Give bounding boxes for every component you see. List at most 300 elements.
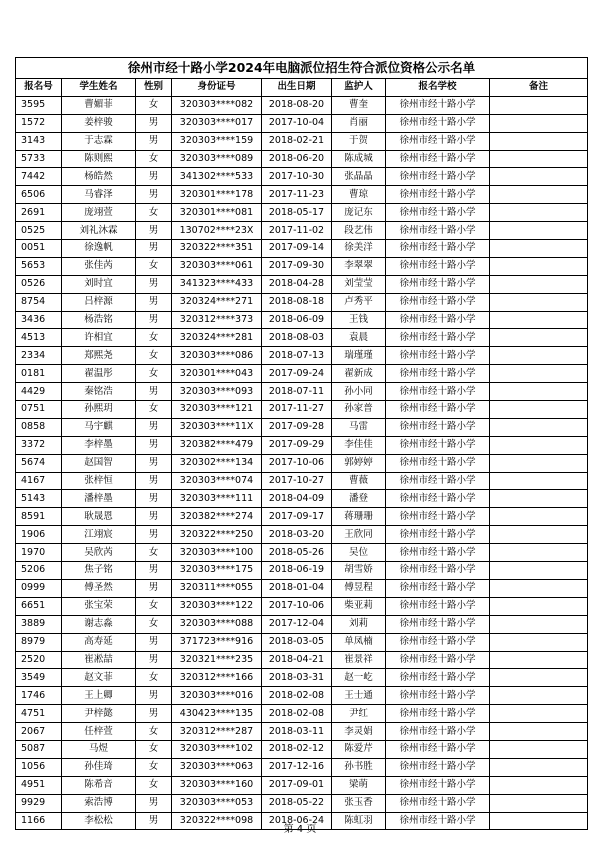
cell-school: 徐州市经十路小学 bbox=[386, 454, 490, 472]
cell-student-name: 吴欣芮 bbox=[62, 544, 136, 562]
cell-id-number: 320303****088 bbox=[172, 615, 262, 633]
cell-birth-date: 2018-04-09 bbox=[262, 490, 332, 508]
cell-gender: 男 bbox=[136, 490, 172, 508]
cell-birth-date: 2018-06-24 bbox=[262, 812, 332, 830]
cell-id-number: 430423****135 bbox=[172, 705, 262, 723]
cell-student-name: 傅圣然 bbox=[62, 579, 136, 597]
cell-remark bbox=[490, 257, 588, 275]
cell-gender: 女 bbox=[136, 257, 172, 275]
page-title: 徐州市经十路小学2024年电脑派位招生符合派位资格公示名单 bbox=[16, 58, 588, 79]
cell-birth-date: 2017-10-27 bbox=[262, 472, 332, 490]
cell-remark bbox=[490, 633, 588, 651]
cell-student-name: 王上卿 bbox=[62, 687, 136, 705]
cell-reg-no: 0051 bbox=[16, 240, 62, 258]
cell-reg-no: 1746 bbox=[16, 687, 62, 705]
cell-guardian: 潘登 bbox=[332, 490, 386, 508]
cell-reg-no: 6651 bbox=[16, 597, 62, 615]
cell-reg-no: 4751 bbox=[16, 705, 62, 723]
cell-reg-no: 5087 bbox=[16, 740, 62, 758]
cell-reg-no: 0751 bbox=[16, 401, 62, 419]
cell-remark bbox=[490, 293, 588, 311]
cell-reg-no: 4167 bbox=[16, 472, 62, 490]
header-gender: 性别 bbox=[136, 79, 172, 97]
cell-reg-no: 8754 bbox=[16, 293, 62, 311]
cell-school: 徐州市经十路小学 bbox=[386, 579, 490, 597]
cell-school: 徐州市经十路小学 bbox=[386, 436, 490, 454]
cell-birth-date: 2018-03-20 bbox=[262, 526, 332, 544]
cell-birth-date: 2018-06-09 bbox=[262, 311, 332, 329]
cell-id-number: 320311****055 bbox=[172, 579, 262, 597]
cell-gender: 女 bbox=[136, 401, 172, 419]
cell-reg-no: 0525 bbox=[16, 222, 62, 240]
cell-school: 徐州市经十路小学 bbox=[386, 508, 490, 526]
table-row bbox=[16, 186, 588, 204]
cell-id-number: 130702****23X bbox=[172, 222, 262, 240]
cell-school: 徐州市经十路小学 bbox=[386, 329, 490, 347]
cell-remark bbox=[490, 418, 588, 436]
cell-school: 徐州市经十路小学 bbox=[386, 758, 490, 776]
cell-guardian: 张玉香 bbox=[332, 794, 386, 812]
cell-guardian: 孙小同 bbox=[332, 383, 386, 401]
cell-birth-date: 2018-08-03 bbox=[262, 329, 332, 347]
cell-remark bbox=[490, 311, 588, 329]
cell-guardian: 曹奎 bbox=[332, 96, 386, 114]
table-row bbox=[16, 418, 588, 436]
cell-student-name: 刘时宜 bbox=[62, 275, 136, 293]
table-row bbox=[16, 794, 588, 812]
table-body bbox=[16, 96, 588, 830]
cell-remark bbox=[490, 687, 588, 705]
cell-id-number: 320303****016 bbox=[172, 687, 262, 705]
cell-birth-date: 2018-06-19 bbox=[262, 562, 332, 580]
cell-remark bbox=[490, 508, 588, 526]
cell-gender: 男 bbox=[136, 240, 172, 258]
cell-gender: 男 bbox=[136, 222, 172, 240]
cell-guardian: 李灵娟 bbox=[332, 723, 386, 741]
cell-school: 徐州市经十路小学 bbox=[386, 651, 490, 669]
cell-reg-no: 3436 bbox=[16, 311, 62, 329]
cell-student-name: 杨浩铭 bbox=[62, 311, 136, 329]
cell-reg-no: 3595 bbox=[16, 96, 62, 114]
cell-gender: 女 bbox=[136, 723, 172, 741]
cell-school: 徐州市经十路小学 bbox=[386, 544, 490, 562]
cell-reg-no: 2520 bbox=[16, 651, 62, 669]
cell-remark bbox=[490, 222, 588, 240]
header-id-number: 身份证号 bbox=[172, 79, 262, 97]
cell-gender: 男 bbox=[136, 705, 172, 723]
cell-reg-no: 1572 bbox=[16, 114, 62, 132]
cell-student-name: 张梓恒 bbox=[62, 472, 136, 490]
cell-gender: 女 bbox=[136, 597, 172, 615]
cell-reg-no: 5206 bbox=[16, 562, 62, 580]
cell-birth-date: 2018-03-31 bbox=[262, 669, 332, 687]
cell-birth-date: 2017-09-17 bbox=[262, 508, 332, 526]
table-row bbox=[16, 687, 588, 705]
cell-school: 徐州市经十路小学 bbox=[386, 222, 490, 240]
table-row bbox=[16, 132, 588, 150]
cell-remark bbox=[490, 454, 588, 472]
cell-birth-date: 2018-02-12 bbox=[262, 740, 332, 758]
cell-student-name: 崔凇喆 bbox=[62, 651, 136, 669]
cell-gender: 女 bbox=[136, 615, 172, 633]
cell-id-number: 320303****061 bbox=[172, 257, 262, 275]
cell-birth-date: 2018-05-26 bbox=[262, 544, 332, 562]
cell-gender: 女 bbox=[136, 150, 172, 168]
cell-gender: 男 bbox=[136, 794, 172, 812]
cell-student-name: 耿晟恩 bbox=[62, 508, 136, 526]
cell-gender: 女 bbox=[136, 669, 172, 687]
cell-remark bbox=[490, 490, 588, 508]
cell-guardian: 卢秀平 bbox=[332, 293, 386, 311]
cell-gender: 男 bbox=[136, 114, 172, 132]
cell-school: 徐州市经十路小学 bbox=[386, 472, 490, 490]
cell-student-name: 李松松 bbox=[62, 812, 136, 830]
cell-student-name: 马煜 bbox=[62, 740, 136, 758]
table-row bbox=[16, 472, 588, 490]
cell-id-number: 320303****089 bbox=[172, 150, 262, 168]
cell-remark bbox=[490, 562, 588, 580]
table-row bbox=[16, 383, 588, 401]
cell-school: 徐州市经十路小学 bbox=[386, 347, 490, 365]
cell-reg-no: 5143 bbox=[16, 490, 62, 508]
cell-reg-no: 8979 bbox=[16, 633, 62, 651]
cell-gender: 女 bbox=[136, 365, 172, 383]
page-number: 第 4 页 bbox=[283, 824, 317, 835]
cell-remark bbox=[490, 96, 588, 114]
cell-gender: 女 bbox=[136, 329, 172, 347]
cell-student-name: 潘梓墨 bbox=[62, 490, 136, 508]
cell-reg-no: 5733 bbox=[16, 150, 62, 168]
cell-id-number: 320324****271 bbox=[172, 293, 262, 311]
cell-school: 徐州市经十路小学 bbox=[386, 293, 490, 311]
cell-id-number: 320322****098 bbox=[172, 812, 262, 830]
cell-guardian: 尹红 bbox=[332, 705, 386, 723]
cell-reg-no: 1970 bbox=[16, 544, 62, 562]
cell-guardian: 曹琼 bbox=[332, 186, 386, 204]
table-row bbox=[16, 222, 588, 240]
header-school: 报名学校 bbox=[386, 79, 490, 97]
cell-gender: 男 bbox=[136, 687, 172, 705]
cell-remark bbox=[490, 204, 588, 222]
cell-guardian: 吴位 bbox=[332, 544, 386, 562]
cell-remark bbox=[490, 401, 588, 419]
cell-reg-no: 0999 bbox=[16, 579, 62, 597]
cell-school: 徐州市经十路小学 bbox=[386, 669, 490, 687]
cell-school: 徐州市经十路小学 bbox=[386, 812, 490, 830]
cell-school: 徐州市经十路小学 bbox=[386, 615, 490, 633]
roster-sheet bbox=[15, 57, 587, 830]
cell-student-name: 庞翊萱 bbox=[62, 204, 136, 222]
cell-school: 徐州市经十路小学 bbox=[386, 597, 490, 615]
cell-remark bbox=[490, 383, 588, 401]
cell-student-name: 焦子铭 bbox=[62, 562, 136, 580]
cell-school: 徐州市经十路小学 bbox=[386, 365, 490, 383]
cell-reg-no: 3372 bbox=[16, 436, 62, 454]
cell-student-name: 李梓墨 bbox=[62, 436, 136, 454]
cell-student-name: 杨皓然 bbox=[62, 168, 136, 186]
cell-reg-no: 4429 bbox=[16, 383, 62, 401]
cell-id-number: 320303****159 bbox=[172, 132, 262, 150]
cell-guardian: 肖丽 bbox=[332, 114, 386, 132]
cell-remark bbox=[490, 240, 588, 258]
cell-gender: 男 bbox=[136, 293, 172, 311]
cell-guardian: 陈虹羽 bbox=[332, 812, 386, 830]
cell-student-name: 索浩博 bbox=[62, 794, 136, 812]
table-row bbox=[16, 758, 588, 776]
cell-remark bbox=[490, 436, 588, 454]
cell-reg-no: 1906 bbox=[16, 526, 62, 544]
cell-remark bbox=[490, 150, 588, 168]
cell-remark bbox=[490, 758, 588, 776]
cell-reg-no: 2067 bbox=[16, 723, 62, 741]
cell-birth-date: 2018-08-20 bbox=[262, 96, 332, 114]
cell-reg-no: 1056 bbox=[16, 758, 62, 776]
table-row bbox=[16, 633, 588, 651]
cell-school: 徐州市经十路小学 bbox=[386, 186, 490, 204]
cell-school: 徐州市经十路小学 bbox=[386, 150, 490, 168]
cell-school: 徐州市经十路小学 bbox=[386, 562, 490, 580]
cell-student-name: 徐逸帆 bbox=[62, 240, 136, 258]
cell-reg-no: 0181 bbox=[16, 365, 62, 383]
cell-school: 徐州市经十路小学 bbox=[386, 401, 490, 419]
cell-reg-no: 0526 bbox=[16, 275, 62, 293]
cell-gender: 女 bbox=[136, 96, 172, 114]
cell-reg-no: 3889 bbox=[16, 615, 62, 633]
cell-remark bbox=[490, 651, 588, 669]
cell-school: 徐州市经十路小学 bbox=[386, 687, 490, 705]
cell-student-name: 马睿泽 bbox=[62, 186, 136, 204]
cell-remark bbox=[490, 526, 588, 544]
cell-gender: 男 bbox=[136, 508, 172, 526]
cell-student-name: 许相宜 bbox=[62, 329, 136, 347]
cell-student-name: 尹梓懿 bbox=[62, 705, 136, 723]
cell-id-number: 320324****281 bbox=[172, 329, 262, 347]
cell-id-number: 320303****175 bbox=[172, 562, 262, 580]
cell-id-number: 320303****160 bbox=[172, 776, 262, 794]
cell-guardian: 翟新成 bbox=[332, 365, 386, 383]
cell-birth-date: 2018-02-21 bbox=[262, 132, 332, 150]
cell-birth-date: 2017-10-30 bbox=[262, 168, 332, 186]
cell-guardian: 赵一屹 bbox=[332, 669, 386, 687]
cell-student-name: 任梓萱 bbox=[62, 723, 136, 741]
cell-id-number: 320321****235 bbox=[172, 651, 262, 669]
header-guardian: 监护人 bbox=[332, 79, 386, 97]
cell-guardian: 李佳佳 bbox=[332, 436, 386, 454]
cell-remark bbox=[490, 114, 588, 132]
cell-birth-date: 2017-11-23 bbox=[262, 186, 332, 204]
cell-student-name: 郑熙尧 bbox=[62, 347, 136, 365]
cell-school: 徐州市经十路小学 bbox=[386, 418, 490, 436]
cell-reg-no: 1166 bbox=[16, 812, 62, 830]
cell-guardian: 庞记东 bbox=[332, 204, 386, 222]
cell-remark bbox=[490, 776, 588, 794]
cell-guardian: 张晶晶 bbox=[332, 168, 386, 186]
cell-birth-date: 2018-02-08 bbox=[262, 705, 332, 723]
table-row bbox=[16, 740, 588, 758]
cell-gender: 男 bbox=[136, 454, 172, 472]
cell-birth-date: 2018-08-18 bbox=[262, 293, 332, 311]
cell-guardian: 单凤楠 bbox=[332, 633, 386, 651]
table-row bbox=[16, 365, 588, 383]
table-row bbox=[16, 508, 588, 526]
cell-student-name: 张宝荣 bbox=[62, 597, 136, 615]
cell-remark bbox=[490, 132, 588, 150]
cell-reg-no: 9929 bbox=[16, 794, 62, 812]
cell-guardian: 曹薇 bbox=[332, 472, 386, 490]
cell-student-name: 姜梓骏 bbox=[62, 114, 136, 132]
table-row bbox=[16, 436, 588, 454]
cell-remark bbox=[490, 579, 588, 597]
table-row bbox=[16, 311, 588, 329]
cell-gender: 女 bbox=[136, 758, 172, 776]
cell-id-number: 320322****351 bbox=[172, 240, 262, 258]
table-row bbox=[16, 669, 588, 687]
cell-reg-no: 6506 bbox=[16, 186, 62, 204]
cell-school: 徐州市经十路小学 bbox=[386, 204, 490, 222]
cell-school: 徐州市经十路小学 bbox=[386, 96, 490, 114]
cell-id-number: 320303****074 bbox=[172, 472, 262, 490]
cell-gender: 男 bbox=[136, 651, 172, 669]
cell-birth-date: 2017-09-14 bbox=[262, 240, 332, 258]
cell-remark bbox=[490, 329, 588, 347]
cell-reg-no: 8591 bbox=[16, 508, 62, 526]
cell-birth-date: 2018-03-05 bbox=[262, 633, 332, 651]
table-row bbox=[16, 114, 588, 132]
cell-student-name: 陈希音 bbox=[62, 776, 136, 794]
cell-reg-no: 0858 bbox=[16, 418, 62, 436]
cell-gender: 男 bbox=[136, 812, 172, 830]
table-row bbox=[16, 615, 588, 633]
cell-remark bbox=[490, 705, 588, 723]
cell-school: 徐州市经十路小学 bbox=[386, 275, 490, 293]
cell-gender: 女 bbox=[136, 544, 172, 562]
cell-birth-date: 2017-10-06 bbox=[262, 597, 332, 615]
cell-id-number: 320303****063 bbox=[172, 758, 262, 776]
cell-student-name: 秦铭浩 bbox=[62, 383, 136, 401]
cell-school: 徐州市经十路小学 bbox=[386, 633, 490, 651]
cell-student-name: 孙熙玥 bbox=[62, 401, 136, 419]
cell-birth-date: 2017-12-16 bbox=[262, 758, 332, 776]
cell-school: 徐州市经十路小学 bbox=[386, 776, 490, 794]
cell-gender: 男 bbox=[136, 132, 172, 150]
table-row bbox=[16, 293, 588, 311]
cell-gender: 男 bbox=[136, 472, 172, 490]
header-student-name: 学生姓名 bbox=[62, 79, 136, 97]
cell-gender: 男 bbox=[136, 526, 172, 544]
cell-student-name: 刘礼沐霖 bbox=[62, 222, 136, 240]
cell-student-name: 曹媚菲 bbox=[62, 96, 136, 114]
cell-student-name: 马宇麒 bbox=[62, 418, 136, 436]
table-row bbox=[16, 275, 588, 293]
cell-gender: 男 bbox=[136, 579, 172, 597]
cell-guardian: 梁萌 bbox=[332, 776, 386, 794]
cell-school: 徐州市经十路小学 bbox=[386, 705, 490, 723]
table-row bbox=[16, 579, 588, 597]
cell-id-number: 320312****287 bbox=[172, 723, 262, 741]
cell-guardian: 王钱 bbox=[332, 311, 386, 329]
cell-id-number: 320303****102 bbox=[172, 740, 262, 758]
cell-school: 徐州市经十路小学 bbox=[386, 168, 490, 186]
cell-guardian: 袁晨 bbox=[332, 329, 386, 347]
cell-guardian: 刘莉 bbox=[332, 615, 386, 633]
cell-school: 徐州市经十路小学 bbox=[386, 740, 490, 758]
table-row bbox=[16, 490, 588, 508]
cell-id-number: 320303****082 bbox=[172, 96, 262, 114]
cell-birth-date: 2017-11-27 bbox=[262, 401, 332, 419]
cell-id-number: 320303****053 bbox=[172, 794, 262, 812]
cell-remark bbox=[490, 544, 588, 562]
cell-guardian: 李翠翠 bbox=[332, 257, 386, 275]
table-row bbox=[16, 454, 588, 472]
cell-reg-no: 2691 bbox=[16, 204, 62, 222]
cell-student-name: 赵国智 bbox=[62, 454, 136, 472]
cell-reg-no: 3143 bbox=[16, 132, 62, 150]
cell-school: 徐州市经十路小学 bbox=[386, 723, 490, 741]
cell-remark bbox=[490, 669, 588, 687]
cell-gender: 女 bbox=[136, 740, 172, 758]
table-row bbox=[16, 347, 588, 365]
cell-school: 徐州市经十路小学 bbox=[386, 794, 490, 812]
cell-school: 徐州市经十路小学 bbox=[386, 114, 490, 132]
cell-id-number: 320301****178 bbox=[172, 186, 262, 204]
cell-birth-date: 2018-05-22 bbox=[262, 794, 332, 812]
cell-remark bbox=[490, 168, 588, 186]
cell-id-number: 320382****274 bbox=[172, 508, 262, 526]
cell-guardian: 王士通 bbox=[332, 687, 386, 705]
cell-guardian: 蒋珊珊 bbox=[332, 508, 386, 526]
cell-school: 徐州市经十路小学 bbox=[386, 240, 490, 258]
cell-student-name: 谢志淼 bbox=[62, 615, 136, 633]
cell-guardian: 崔景祥 bbox=[332, 651, 386, 669]
cell-gender: 女 bbox=[136, 347, 172, 365]
cell-id-number: 320303****017 bbox=[172, 114, 262, 132]
cell-guardian: 孙书胜 bbox=[332, 758, 386, 776]
table-row bbox=[16, 329, 588, 347]
cell-guardian: 陈成城 bbox=[332, 150, 386, 168]
cell-reg-no: 5674 bbox=[16, 454, 62, 472]
cell-birth-date: 2017-09-01 bbox=[262, 776, 332, 794]
cell-gender: 男 bbox=[136, 311, 172, 329]
cell-remark bbox=[490, 365, 588, 383]
cell-guardian: 柴亚莉 bbox=[332, 597, 386, 615]
cell-id-number: 320303****100 bbox=[172, 544, 262, 562]
header-row bbox=[16, 79, 588, 97]
cell-remark bbox=[490, 794, 588, 812]
cell-birth-date: 2017-11-02 bbox=[262, 222, 332, 240]
table-row bbox=[16, 776, 588, 794]
cell-birth-date: 2018-01-04 bbox=[262, 579, 332, 597]
cell-guardian: 瑞瑾瑾 bbox=[332, 347, 386, 365]
cell-reg-no: 4951 bbox=[16, 776, 62, 794]
cell-gender: 男 bbox=[136, 436, 172, 454]
cell-id-number: 341323****433 bbox=[172, 275, 262, 293]
cell-student-name: 张佳芮 bbox=[62, 257, 136, 275]
header-reg-no: 报名号 bbox=[16, 79, 62, 97]
cell-birth-date: 2017-12-04 bbox=[262, 615, 332, 633]
cell-birth-date: 2017-09-29 bbox=[262, 436, 332, 454]
cell-guardian: 徐美洋 bbox=[332, 240, 386, 258]
cell-id-number: 320312****166 bbox=[172, 669, 262, 687]
cell-guardian: 傅昱程 bbox=[332, 579, 386, 597]
cell-guardian: 孙家普 bbox=[332, 401, 386, 419]
cell-gender: 女 bbox=[136, 204, 172, 222]
table-row bbox=[16, 96, 588, 114]
cell-school: 徐州市经十路小学 bbox=[386, 490, 490, 508]
cell-reg-no: 2334 bbox=[16, 347, 62, 365]
cell-gender: 男 bbox=[136, 562, 172, 580]
cell-id-number: 320303****086 bbox=[172, 347, 262, 365]
cell-id-number: 320303****093 bbox=[172, 383, 262, 401]
